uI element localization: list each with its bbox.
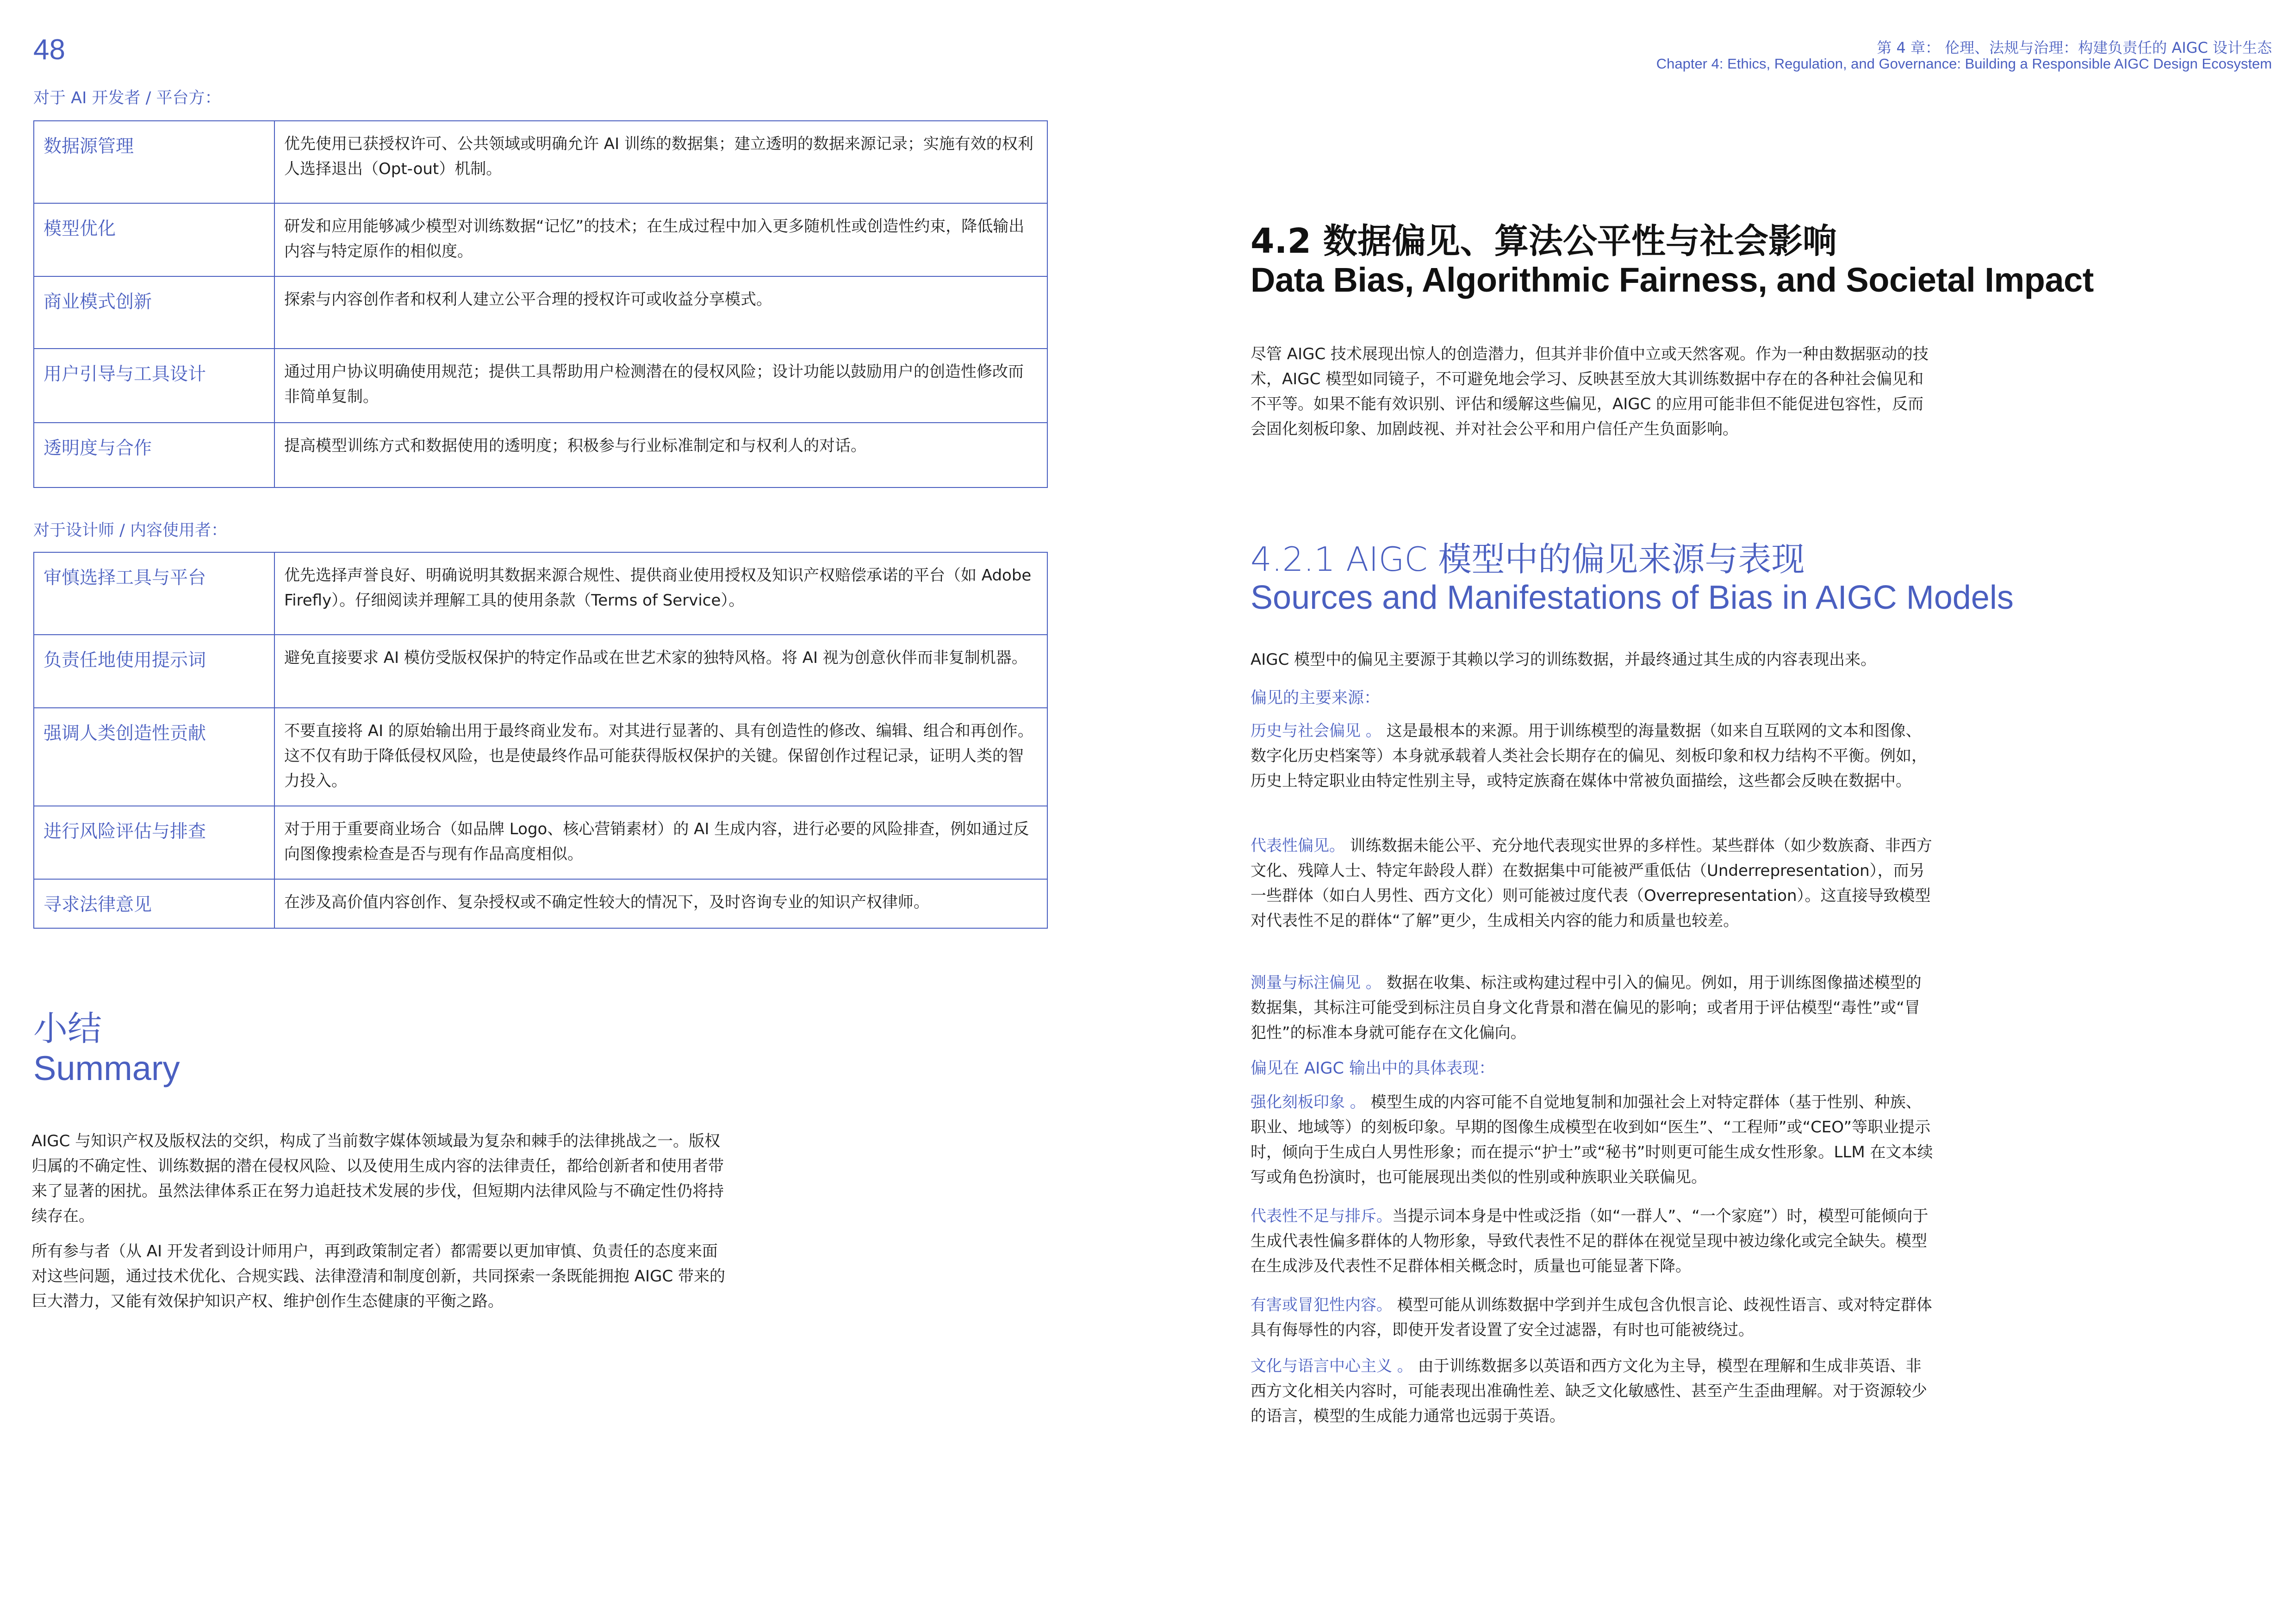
table-row [34,203,1047,276]
row-value: 在涉及高价值内容创作、复杂授权或不确定性较大的情况下，及时咨询专业的知识产权律师。 [274,879,1047,928]
row-key: 审慎选择工具与平台 [34,552,274,635]
row-value: 避免直接要求 AI 模仿受版权保护的特定作品或在世艺术家的独特风格。将 AI 视为创意伙伴而非复制机器。 [274,635,1047,708]
row-key: 强调人类创造性贡献 [34,708,274,806]
summary-title-en: Summary [33,1049,180,1087]
row-value: 通过用户协议明确使用规范；提供工具帮助用户检测潜在的侵权风险；设计功能以鼓励用户的创造性修改而非简单复制。 [274,349,1047,423]
row-key: 用户引导与工具设计 [34,349,274,423]
subsection-title-cn: 4.2.1 AIGC 模型中的偏见来源与表现 [1251,540,1805,579]
row-value: 研发和应用能够减少模型对训练数据“记忆”的技术；在生成过程中加入更多随机性或创造性约束，降低输出内容与特定原作的相似度。 [274,203,1047,276]
item-term: 历史与社会偏见 。 [1251,722,1381,740]
row-key: 商业模式创新 [34,276,274,349]
item-term: 测量与标注偏见 。 [1251,974,1381,992]
subsection-title-en: Sources and Manifestations of Bias in AIGC Models [1251,579,2014,616]
running-header-chapter-cn: 第 4 章： 伦理、法规与治理：构建负责任的 AIGC 设计生态 [1877,39,2272,56]
item-text: 由于训练数据多以英语和西方文化为主导，模型在理解和生成非英语、非西方文化相关内容时，可能表现出准确性差、缺乏文化敏感性、甚至产生歪曲理解。对于资源较少的语言，模型的生成能力通常也远弱于英语。 [1251,1357,1927,1425]
table-row [34,879,1047,928]
item-term: 有害或冒犯性内容。 [1251,1296,1392,1314]
summary-paragraph-1: AIGC 与知识产权及版权法的交织，构成了当前数字媒体领域最为复杂和棘手的法律挑战之一。版权归属的不确定性、训练数据的潜在侵权风险、以及使用生成内容的法律责任，都给创新者和使用者带来了显著的困扰。虽然法律体系正在努力追赶技术发展的步伐，但短期内法律风险与不确定性仍将持续存在。 [31,1132,724,1225]
running-header-chapter-en: Chapter 4: Ethics, Regulation, and Governance: Building a Responsible AIGC Design Ecosystem [1656,56,2272,72]
row-key: 负责任地使用提示词 [34,635,274,708]
item-text: 模型可能从训练数据中学到并生成包含仇恨言论、歧视性语言、或对特定群体具有侮辱性的内容，即使开发者设置了安全过滤器，有时也可能被绕过。 [1251,1296,1932,1339]
row-value: 优先使用已获授权许可、公共领域或明确允许 AI 训练的数据集；建立透明的数据来源记录；实施有效的权利人选择退出（Opt-out）机制。 [274,121,1047,203]
list-item [1251,833,1935,933]
list-item [1251,718,1935,793]
row-key: 透明度与合作 [34,423,274,487]
section-title-cn: 4.2 数据偏见、算法公平性与社会影响 [1251,221,1837,261]
row-value: 探索与内容创作者和权利人建立公平合理的授权许可或收益分享模式。 [274,276,1047,349]
row-value: 优先选择声誉良好、明确说明其数据来源合规性、提供商业使用授权及知识产权赔偿承诺的平台（如 Adobe Firefly）。仔细阅读并理解工具的使用条款（Terms of Service）。 [274,552,1047,635]
item-term: 代表性不足与排斥。 [1251,1207,1392,1225]
row-key: 寻求法律意见 [34,879,274,928]
subsection-lead: AIGC 模型中的偏见主要源于其赖以学习的训练数据，并最终通过其生成的内容表现出来。 [1251,650,1877,669]
row-value: 提高模型训练方式和数据使用的透明度；积极参与行业标准制定和与权利人的对话。 [274,423,1047,487]
row-key: 数据源管理 [34,121,274,203]
item-term: 代表性偏见。 [1251,837,1345,855]
list-item [1251,970,1935,1045]
row-value: 不要直接将 AI 的原始输出用于最终商业发布。对其进行显著的、具有创造性的修改、编辑、组合和再创作。这不仅有助于降低侵权风险，也是使最终作品可能获得版权保护的关键。保留创作过程记录，证明人类的智力投入。 [274,708,1047,806]
item-text: 数据在收集、标注或构建过程中引入的偏见。例如，用于训练图像描述模型的数据集，其标注可能受到标注员自身文化背景和潜在偏见的影响；或者用于评估模型“毒性”或“冒犯性”的标准本身就可能存在文化偏向。 [1251,974,1922,1042]
list-item [1251,1354,1935,1429]
list-item [1251,1090,1935,1190]
table-row [34,635,1047,708]
item-text: 训练数据未能公平、充分地代表现实世界的多样性。某些群体（如少数族裔、非西方文化、残障人士、特定年龄段人群）在数据集中可能被严重低估（Underrepresentation），而另一些群体（如白人男性、西方文化）则可能被过度代表（Overrepresentation）。这直接导致模型对代表性不足的群体“了解”更少，生成相关内容的能力和质量也较差。 [1251,837,1932,930]
bias-sources-label: 偏见的主要来源： [1251,689,1381,707]
table-row [34,806,1047,879]
item-text: 这是最根本的来源。用于训练模型的海量数据（如来自互联网的文本和图像、数字化历史档案等）本身就承载着人类社会长期存在的偏见、刻板印象和权力结构不平衡。例如，历史上特定职业由特定性别主导，或特定族裔在媒体中常被负面描绘，这些都会反映在数据中。 [1251,722,1927,790]
section-title-en: Data Bias, Algorithmic Fairness, and Societal Impact [1251,261,2094,299]
developer-guidelines-table [33,120,1048,488]
table-row [34,423,1047,487]
row-value: 对于用于重要商业场合（如品牌 Logo、核心营销素材）的 AI 生成内容，进行必要的风险排查，例如通过反向图像搜索检查是否与现有作品高度相似。 [274,806,1047,879]
bias-manifestations-label: 偏见在 AIGC 输出中的具体表现： [1251,1059,1495,1078]
item-text: 模型生成的内容可能不自觉地复制和加强社会上对特定群体（基于性别、种族、职业、地域等）的刻板印象。早期的图像生成模型在收到如“医生”、“工程师”或“CEO”等职业提示时，倾向于生成白人男性形象；而在提示“护士”或“秘书”时则更可能生成女性形象。LLM 在文本续写或角色扮演时，也可能展现出类似的性别或种族职业关联偏见。 [1251,1093,1933,1187]
list-item [1251,1204,1935,1279]
page-number: 48 [33,34,65,66]
table-row [34,349,1047,423]
item-text: 当提示词本身是中性或泛指（如“一群人”、“一个家庭”）时，模型可能倾向于生成代表性偏多群体的人物形象，导致代表性不足的群体在视觉呈现中被边缘化或完全缺失。模型在生成涉及代表性不足群体相关概念时，质量也可能显著下降。 [1251,1207,1929,1275]
row-key: 进行风险评估与排查 [34,806,274,879]
designer-table-title: 对于设计师 / 内容使用者： [33,521,228,540]
table-row [34,121,1047,203]
item-term: 文化与语言中心主义 。 [1251,1357,1413,1375]
developer-table-title: 对于 AI 开发者 / 平台方： [33,89,221,107]
table-row [34,276,1047,349]
table-row [34,708,1047,806]
table-row [34,552,1047,635]
row-key: 模型优化 [34,203,274,276]
summary-title-cn: 小结 [33,1009,102,1049]
summary-paragraph-2: 所有参与者（从 AI 开发者到设计师用户，再到政策制定者）都需要以更加审慎、负责任的态度来面对这些问题，通过技术优化、合规实践、法律澄清和制度创新，共同探索一条既能拥抱 AIGC 带来的巨大潜力，又能有效保护知识产权、维护创作生态健康的平衡之路。 [31,1242,725,1311]
designer-guidelines-table [33,552,1048,929]
list-item [1251,1293,1935,1343]
item-term: 强化刻板印象 。 [1251,1093,1366,1112]
section-intro: 尽管 AIGC 技术展现出惊人的创造潜力，但其并非价值中立或天然客观。作为一种由数据驱动的技术，AIGC 模型如同镜子，不可避免地会学习、反映甚至放大其训练数据中存在的各种社会偏见和不平等。如果不能有效识别、评估和缓解这些偏见，AIGC 的应用可能非但不能促进包容性，反而会固化刻板印象、加剧歧视、并对社会公平和用户信任产生负面影响。 [1251,345,1929,438]
